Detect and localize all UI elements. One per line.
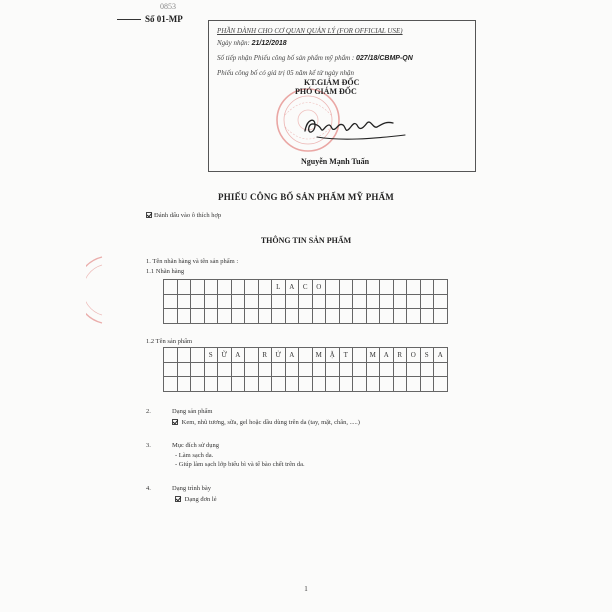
product-grid-cell [272,377,286,392]
product-grid-cell [204,362,218,377]
brand-grid-cell [272,294,286,309]
handwritten-signature-icon [301,107,411,147]
item-2-option-text: Kem, nhũ tương, sữa, gel hoặc dầu dùng trên da (tay, mặt, chân, .....) [181,419,360,426]
product-grid-row [164,362,448,377]
brand-grid-cell [326,309,340,324]
item-3-bullet-1: - Làm sạch da. [175,452,214,459]
product-grid-cell [407,362,421,377]
product-grid-cell [272,362,286,377]
product-grid-cell [380,362,394,377]
brand-grid-cell [299,309,313,324]
brand-grid-cell [231,280,245,295]
brand-grid-row [164,280,448,295]
product-grid-cell [191,348,205,363]
brand-grid-cell [393,280,407,295]
product-grid-cell: O [407,348,421,363]
brand-grid-cell [218,294,232,309]
brand-grid-cell: O [312,280,326,295]
product-grid-cell [353,362,367,377]
brand-grid-cell [366,280,380,295]
product-grid-cell [245,362,259,377]
brand-grid-cell [380,294,394,309]
registration-line [217,54,413,62]
brand-grid-cell [393,294,407,309]
brand-grid-cell [353,280,367,295]
item-2-label: Dạng sản phẩm [172,408,213,415]
brand-grid-cell [407,294,421,309]
item-2-option [172,419,360,426]
brand-grid-cell [258,309,272,324]
form-number-dash [117,19,141,20]
brand-grid-cell [326,280,340,295]
item-1-label: 1. Tên nhãn hàng và tên sản phẩm : [146,258,239,265]
brand-grid-cell [312,294,326,309]
product-grid-cell [366,377,380,392]
product-grid-row [164,377,448,392]
brand-grid-cell [380,280,394,295]
brand-grid-cell [204,309,218,324]
signer-name: Nguyễn Mạnh Tuấn [301,157,370,166]
item-4-option-text: Dạng đơn lẻ [184,496,217,503]
brand-grid-cell [407,280,421,295]
brand-grid-cell [245,309,259,324]
corner-note: 0853 [160,2,176,11]
brand-grid-cell [258,280,272,295]
product-grid-cell [164,377,178,392]
product-grid-cell [312,377,326,392]
form-number: Số 01-MP [145,14,183,24]
product-grid-cell [434,377,448,392]
product-grid-cell [326,362,340,377]
brand-grid-cell [285,309,299,324]
product-grid-row [164,348,448,363]
brand-grid-cell: L [272,280,286,295]
signer-title-2: PHÓ GIÁM ĐỐC [295,87,357,96]
product-grid-cell: Ử [272,348,286,363]
product-grid-cell [258,362,272,377]
item-4-number: 4. [146,485,151,492]
brand-grid-cell [164,280,178,295]
registration-number: 027/18/CBMP-QN [356,55,413,62]
product-grid-cell [380,377,394,392]
product-grid-cell [407,377,421,392]
product-grid-cell [353,377,367,392]
brand-grid-cell [164,294,178,309]
brand-grid-cell [164,309,178,324]
item-4-option [175,496,217,503]
brand-grid-cell [366,309,380,324]
brand-grid-cell [353,294,367,309]
brand-grid-cell [272,309,286,324]
product-grid-cell [245,348,259,363]
product-grid-cell [204,377,218,392]
product-grid-cell [218,362,232,377]
product-grid-cell [393,362,407,377]
brand-grid-cell [393,309,407,324]
product-grid-cell [191,362,205,377]
brand-grid-cell [420,309,434,324]
brand-grid-cell [420,294,434,309]
product-grid-cell [191,377,205,392]
brand-grid-cell [204,280,218,295]
brand-grid-cell [191,294,205,309]
partial-seal-stamp-icon [86,255,104,325]
product-grid-cell [299,362,313,377]
received-line [217,39,287,47]
brand-grid-cell [231,294,245,309]
product-grid-cell: S [420,348,434,363]
product-grid-cell [164,362,178,377]
product-grid-cell [285,362,299,377]
product-grid-cell: A [434,348,448,363]
item-3-label: Mục đích sử dụng [172,442,220,449]
brand-grid-cell [339,294,353,309]
product-grid-cell: R [258,348,272,363]
item-1-1-label: 1.1 Nhãn hàng [146,268,185,275]
brand-grid-row [164,294,448,309]
official-header: PHẦN DÀNH CHO CƠ QUAN QUẢN LÝ (FOR OFFICIAL USE) [217,27,403,35]
checkbox-checked-icon [172,419,178,425]
check-instruction-text: Đánh dấu vào ô thích hợp [154,212,222,219]
product-grid-cell: A [231,348,245,363]
product-grid-cell: R [393,348,407,363]
brand-grid-cell [258,294,272,309]
product-grid-cell [218,377,232,392]
brand-grid-cell [407,309,421,324]
brand-grid-cell [218,309,232,324]
official-use-box [208,20,476,172]
brand-grid-cell [285,294,299,309]
item-4-label: Dạng trình bày [172,485,211,492]
signer-title-1: KT.GIÁM ĐỐC [304,78,360,87]
registration-label: Số tiếp nhận Phiếu công bố sản phẩm mỹ phẩm : [217,54,355,62]
product-grid-cell [231,362,245,377]
brand-grid-cell [218,280,232,295]
brand-name-grid [163,279,448,324]
brand-grid-cell [326,294,340,309]
product-grid-cell: M [366,348,380,363]
product-grid-cell [434,362,448,377]
brand-grid-cell [191,280,205,295]
received-label: Ngày nhận: [217,39,250,47]
product-grid-cell: T [339,348,353,363]
brand-grid-cell [231,309,245,324]
product-grid-cell [299,377,313,392]
product-grid-cell [177,362,191,377]
section-title: THÔNG TIN SẢN PHẨM [260,236,352,245]
brand-grid-cell [339,280,353,295]
validity-line: Phiếu công bố có giá trị 05 năm kể từ ngày nhận [217,69,354,77]
product-grid-cell [177,377,191,392]
brand-grid-cell [191,309,205,324]
product-grid-cell [420,362,434,377]
product-grid-cell [420,377,434,392]
brand-grid-cell [380,309,394,324]
item-3-bullet-2: - Giúp làm sạch lớp biểu bì và tế bào chết trên da. [175,461,305,468]
brand-grid-cell: A [285,280,299,295]
product-grid-cell: A [285,348,299,363]
brand-grid-cell [434,309,448,324]
checkbox-checked-icon [175,496,181,502]
brand-grid-cell [299,294,313,309]
product-grid-cell [258,377,272,392]
product-grid-cell [339,377,353,392]
item-3-number: 3. [146,442,151,449]
check-instruction [146,212,221,219]
brand-grid-cell [434,294,448,309]
brand-grid-cell [204,294,218,309]
brand-grid-cell [177,280,191,295]
checkbox-checked-icon [146,212,152,218]
brand-grid-cell [339,309,353,324]
product-grid-cell [312,362,326,377]
brand-grid-cell [312,309,326,324]
item-1-2-label: 1.2 Tên sản phẩm [146,338,193,345]
brand-grid-row [164,309,448,324]
product-grid-cell [366,362,380,377]
brand-grid-cell [177,294,191,309]
brand-grid-cell [245,294,259,309]
product-grid-cell [164,348,178,363]
product-grid-cell: A [380,348,394,363]
product-name-grid [163,347,448,392]
brand-grid-cell: C [299,280,313,295]
product-grid-cell [299,348,313,363]
product-grid-cell: M [312,348,326,363]
brand-grid-cell [353,309,367,324]
product-grid-cell [177,348,191,363]
brand-grid-cell [177,309,191,324]
product-grid-cell [285,377,299,392]
product-grid-cell [353,348,367,363]
page-number: 1 [304,585,308,593]
document-title: PHIẾU CÔNG BỐ SẢN PHẨM MỸ PHẨM [218,192,394,202]
product-grid-cell [393,377,407,392]
brand-grid-cell [245,280,259,295]
brand-grid-cell [420,280,434,295]
product-grid-cell [339,362,353,377]
product-grid-cell [231,377,245,392]
product-grid-cell [245,377,259,392]
product-grid-cell: S [204,348,218,363]
brand-grid-cell [434,280,448,295]
item-2-number: 2. [146,408,151,415]
product-grid-cell: Ặ [326,348,340,363]
product-grid-cell [326,377,340,392]
received-date: 21/12/2018 [251,40,287,47]
brand-grid-cell [366,294,380,309]
product-grid-cell: Ữ [218,348,232,363]
